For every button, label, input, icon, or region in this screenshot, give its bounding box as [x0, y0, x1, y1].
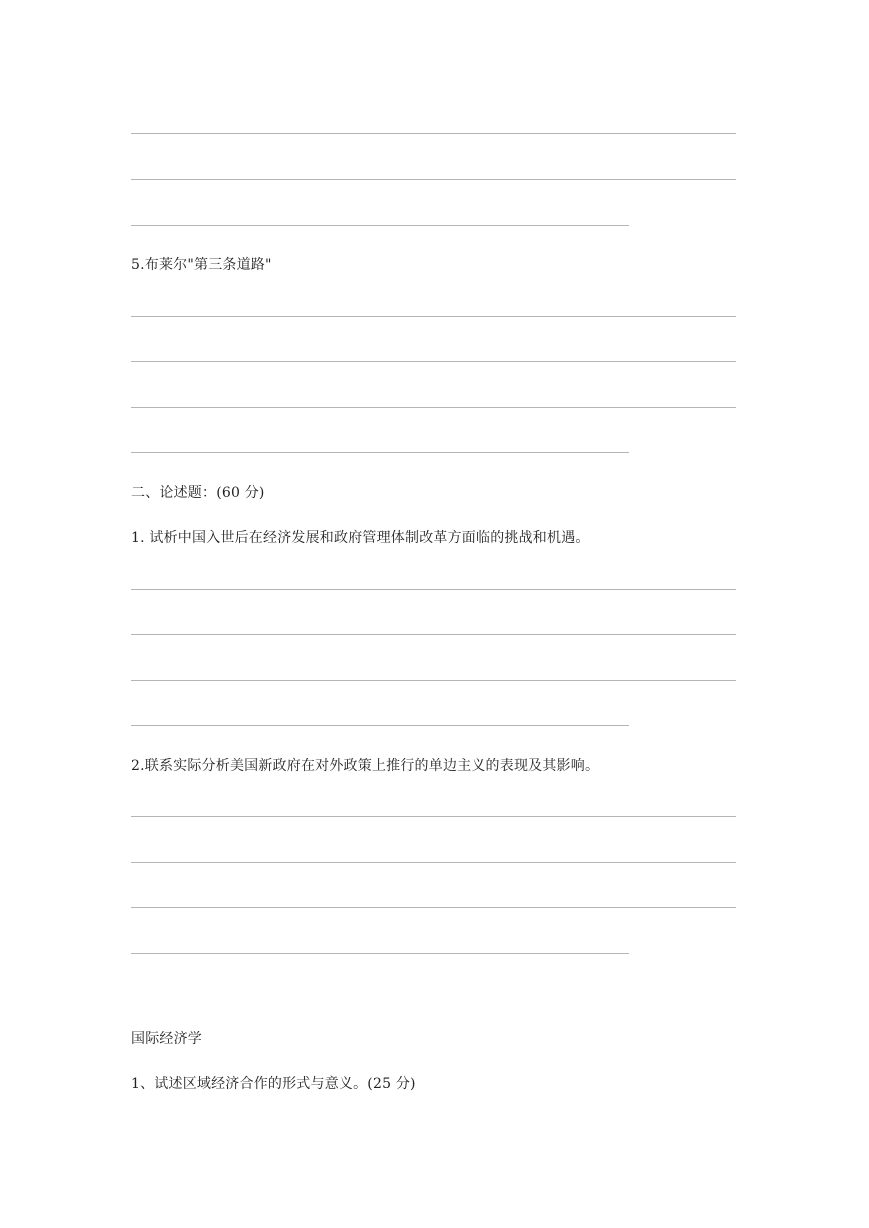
answer-line [131, 907, 736, 908]
answer-line [131, 589, 736, 590]
answer-line [131, 452, 629, 453]
answer-line [131, 407, 736, 408]
answer-line [131, 634, 736, 635]
answer-line [131, 316, 736, 317]
answer-line [131, 862, 736, 863]
subject-heading: 国际经济学 [131, 1031, 202, 1047]
answer-line [131, 361, 736, 362]
essay-question-1: 1. 试析中国入世后在经济发展和政府管理体制改革方面临的挑战和机遇。 [131, 530, 590, 546]
answer-line [131, 225, 629, 226]
answer-line [131, 680, 736, 681]
answer-line [131, 133, 736, 134]
answer-line [131, 725, 629, 726]
answer-line [131, 816, 736, 817]
answer-line [131, 953, 629, 954]
ie-question-1: 1、试述区域经济合作的形式与意义。(25 分) [131, 1076, 416, 1092]
answer-line [131, 179, 736, 180]
section-2-heading: 二、论述题：(60 分) [131, 485, 265, 501]
question-5-title: 5.布莱尔"第三条道路" [131, 257, 272, 273]
essay-question-2: 2.联系实际分析美国新政府在对外政策上推行的单边主义的表现及其影响。 [131, 758, 600, 774]
